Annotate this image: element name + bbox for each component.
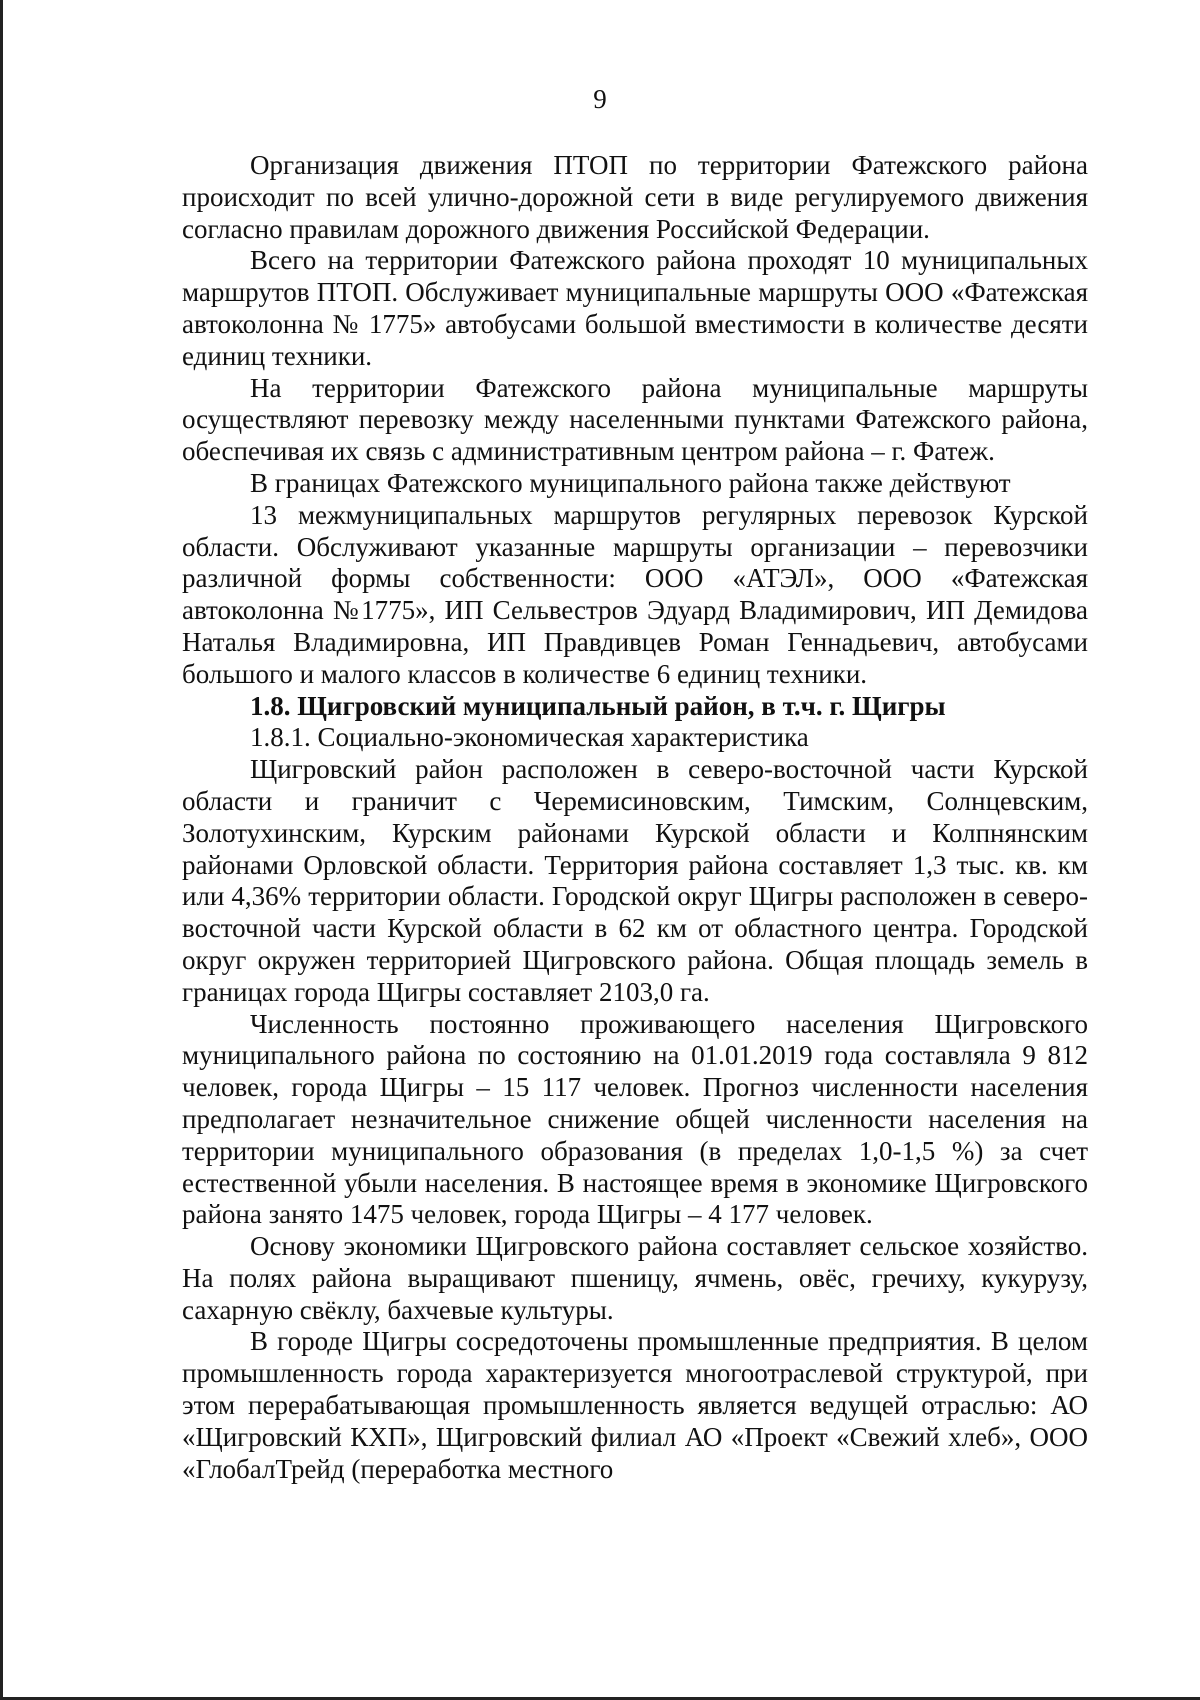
- paragraph-1: Организация движения ПТОП по территории Фатежского района происходит по всей улично-дорожной сети в виде регулируемого движения согласно правилам дорожного движения Российской Федерации.: [182, 150, 1088, 244]
- paragraph-2: Всего на территории Фатежского района проходят 10 муниципальных маршрутов ПТОП. Обслуживает муниципальные маршруты ООО «Фатежская автоколонна № 1775» автобусами большой вместимости в количестве десяти единиц техники.: [182, 245, 1088, 371]
- paragraph-5: 13 межмуниципальных маршрутов регулярных перевозок Курской области. Обслуживают указанные маршруты организации – перевозчики различной формы собственности: ООО «АТЭЛ», ООО «Фатежская автоколонна №1775», ИП Сельвестров Эдуард Владимирович, ИП Демидова Наталья Владимировна, ИП Правдивцев Роман Геннадьевич, автобусами большого и малого классов в количестве 6 единиц техники.: [182, 499, 1088, 689]
- paragraph-9: Численность постоянно проживающего населения Щигровского муниципального района по состоянию на 01.01.2019 года составляла 9 812 человек, города Щигры – 15 117 человек. Прогноз численности населения предполагает незначительное снижение общей численности населения на территории муниципального образования (в пределах 1,0-1,5 %) за счет естественной убыли населения. В настоящее время в экономике Щигровского района занято 1475 человек, города Щигры – 4 177 человек.: [182, 1008, 1088, 1230]
- paragraph-3: На территории Фатежского района муниципальные маршруты осуществляют перевозку между населенными пунктами Фатежского района, обеспечивая их связь с административным центром района – г. Фатеж.: [182, 372, 1088, 467]
- section-heading: 1.8. Щигровский муниципальный район, в т.ч. г. Щигры: [250, 690, 946, 721]
- paragraph-10: Основу экономики Щигровского района составляет сельское хозяйство. На полях района выращивают пшеницу, ячмень, овёс, гречиху, кукурузу, сахарную свёклу, бахчевые культуры.: [182, 1231, 1088, 1325]
- paragraph-4: В границах Фатежского муниципального района также действуют: [250, 467, 1011, 498]
- scan-border-left: [0, 0, 3, 1700]
- page-number: 9: [593, 84, 607, 114]
- paragraph-11: В городе Щигры сосредоточены промышленные предприятия. В целом промышленность города характеризуется многоотраслевой структурой, при этом перерабатывающая промышленность является ведущей отраслью: АО «Щигровский КХП», Щигровский филиал АО «Проект «Свежий хлеб», ООО «ГлобалТрейд (переработка местного: [182, 1326, 1088, 1484]
- subsection-heading: 1.8.1. Социально-экономическая характеристика: [250, 722, 809, 753]
- document-body: [182, 150, 1088, 1485]
- paragraph-8: Щигровский район расположен в северо-восточной части Курской области и граничит с Черемисиновским, Тимским, Солнцевским, Золотухинским, Курским районами Курской области и Колпнянским районами Орловской области. Территория района составляет 1,3 тыс. кв. км или 4,36% территории области. Городской округ Щигры расположен в северо-восточной части Курской области в 62 км от областного центра. Городской округ окружен территорией Щигровского района. Общая площадь земель в границах города Щигры составляет 2103,0 га.: [182, 754, 1088, 1007]
